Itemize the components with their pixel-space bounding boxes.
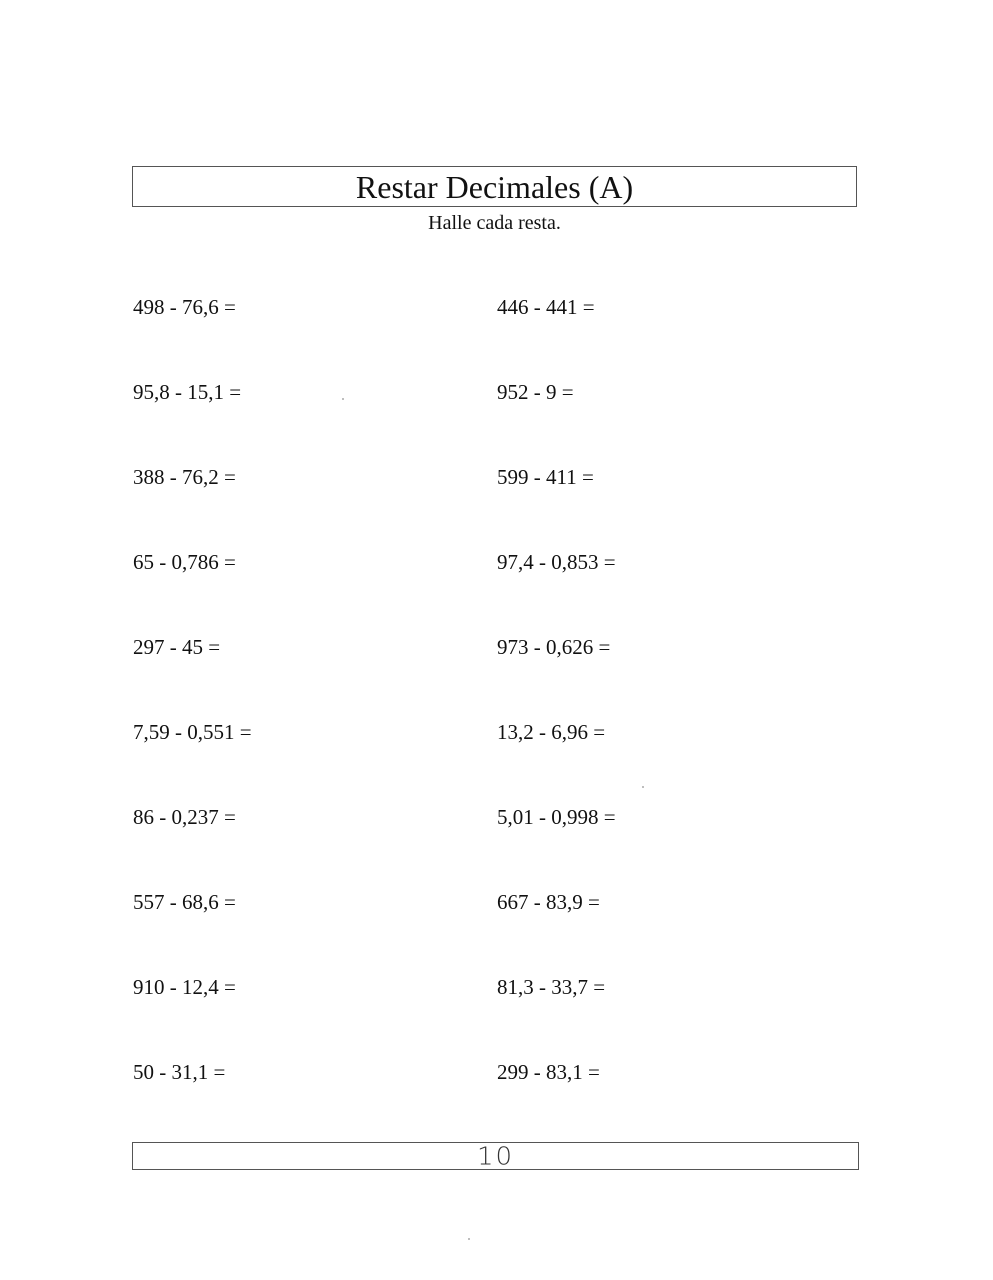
problem-right-7: 5,01 - 0,998 =	[497, 805, 616, 829]
problem-right-10: 299 - 83,1 =	[497, 1060, 600, 1084]
problem-left-3: 388 - 76,2 =	[133, 465, 236, 489]
scan-speck	[642, 786, 644, 788]
problem-right-2: 952 - 9 =	[497, 380, 574, 404]
problem-right-4: 97,4 - 0,853 =	[497, 550, 616, 574]
problem-left-5: 297 - 45 =	[133, 635, 221, 659]
problem-left-4: 65 - 0,786 =	[133, 550, 236, 574]
problem-right-9: 81,3 - 33,7 =	[497, 975, 606, 999]
worksheet-title: Restar Decimales (A)	[355, 169, 634, 205]
instructions: Halle cada resta.	[428, 212, 561, 234]
problem-right-5: 973 - 0,626 =	[497, 635, 611, 659]
problem-left-7: 86 - 0,237 =	[133, 805, 236, 829]
handwritten-score: 10	[476, 1142, 515, 1172]
scan-speck	[342, 398, 344, 400]
problem-left-8: 557 - 68,6 =	[133, 890, 236, 914]
scan-speck	[468, 1238, 470, 1240]
problem-left-1: 498 - 76,6 =	[133, 295, 236, 319]
problem-left-6: 7,59 - 0,551 =	[133, 720, 252, 744]
title-box	[132, 166, 857, 207]
problem-left-10: 50 - 31,1 =	[133, 1060, 226, 1084]
problem-left-9: 910 - 12,4 =	[133, 975, 236, 999]
footer-box	[132, 1142, 859, 1170]
problem-right-3: 599 - 411 =	[497, 465, 594, 489]
problem-left-2: 95,8 - 15,1 =	[133, 380, 242, 404]
problem-right-1: 446 - 441 =	[497, 295, 595, 319]
problem-right-8: 667 - 83,9 =	[497, 890, 600, 914]
problem-right-6: 13,2 - 6,96 =	[497, 720, 606, 744]
